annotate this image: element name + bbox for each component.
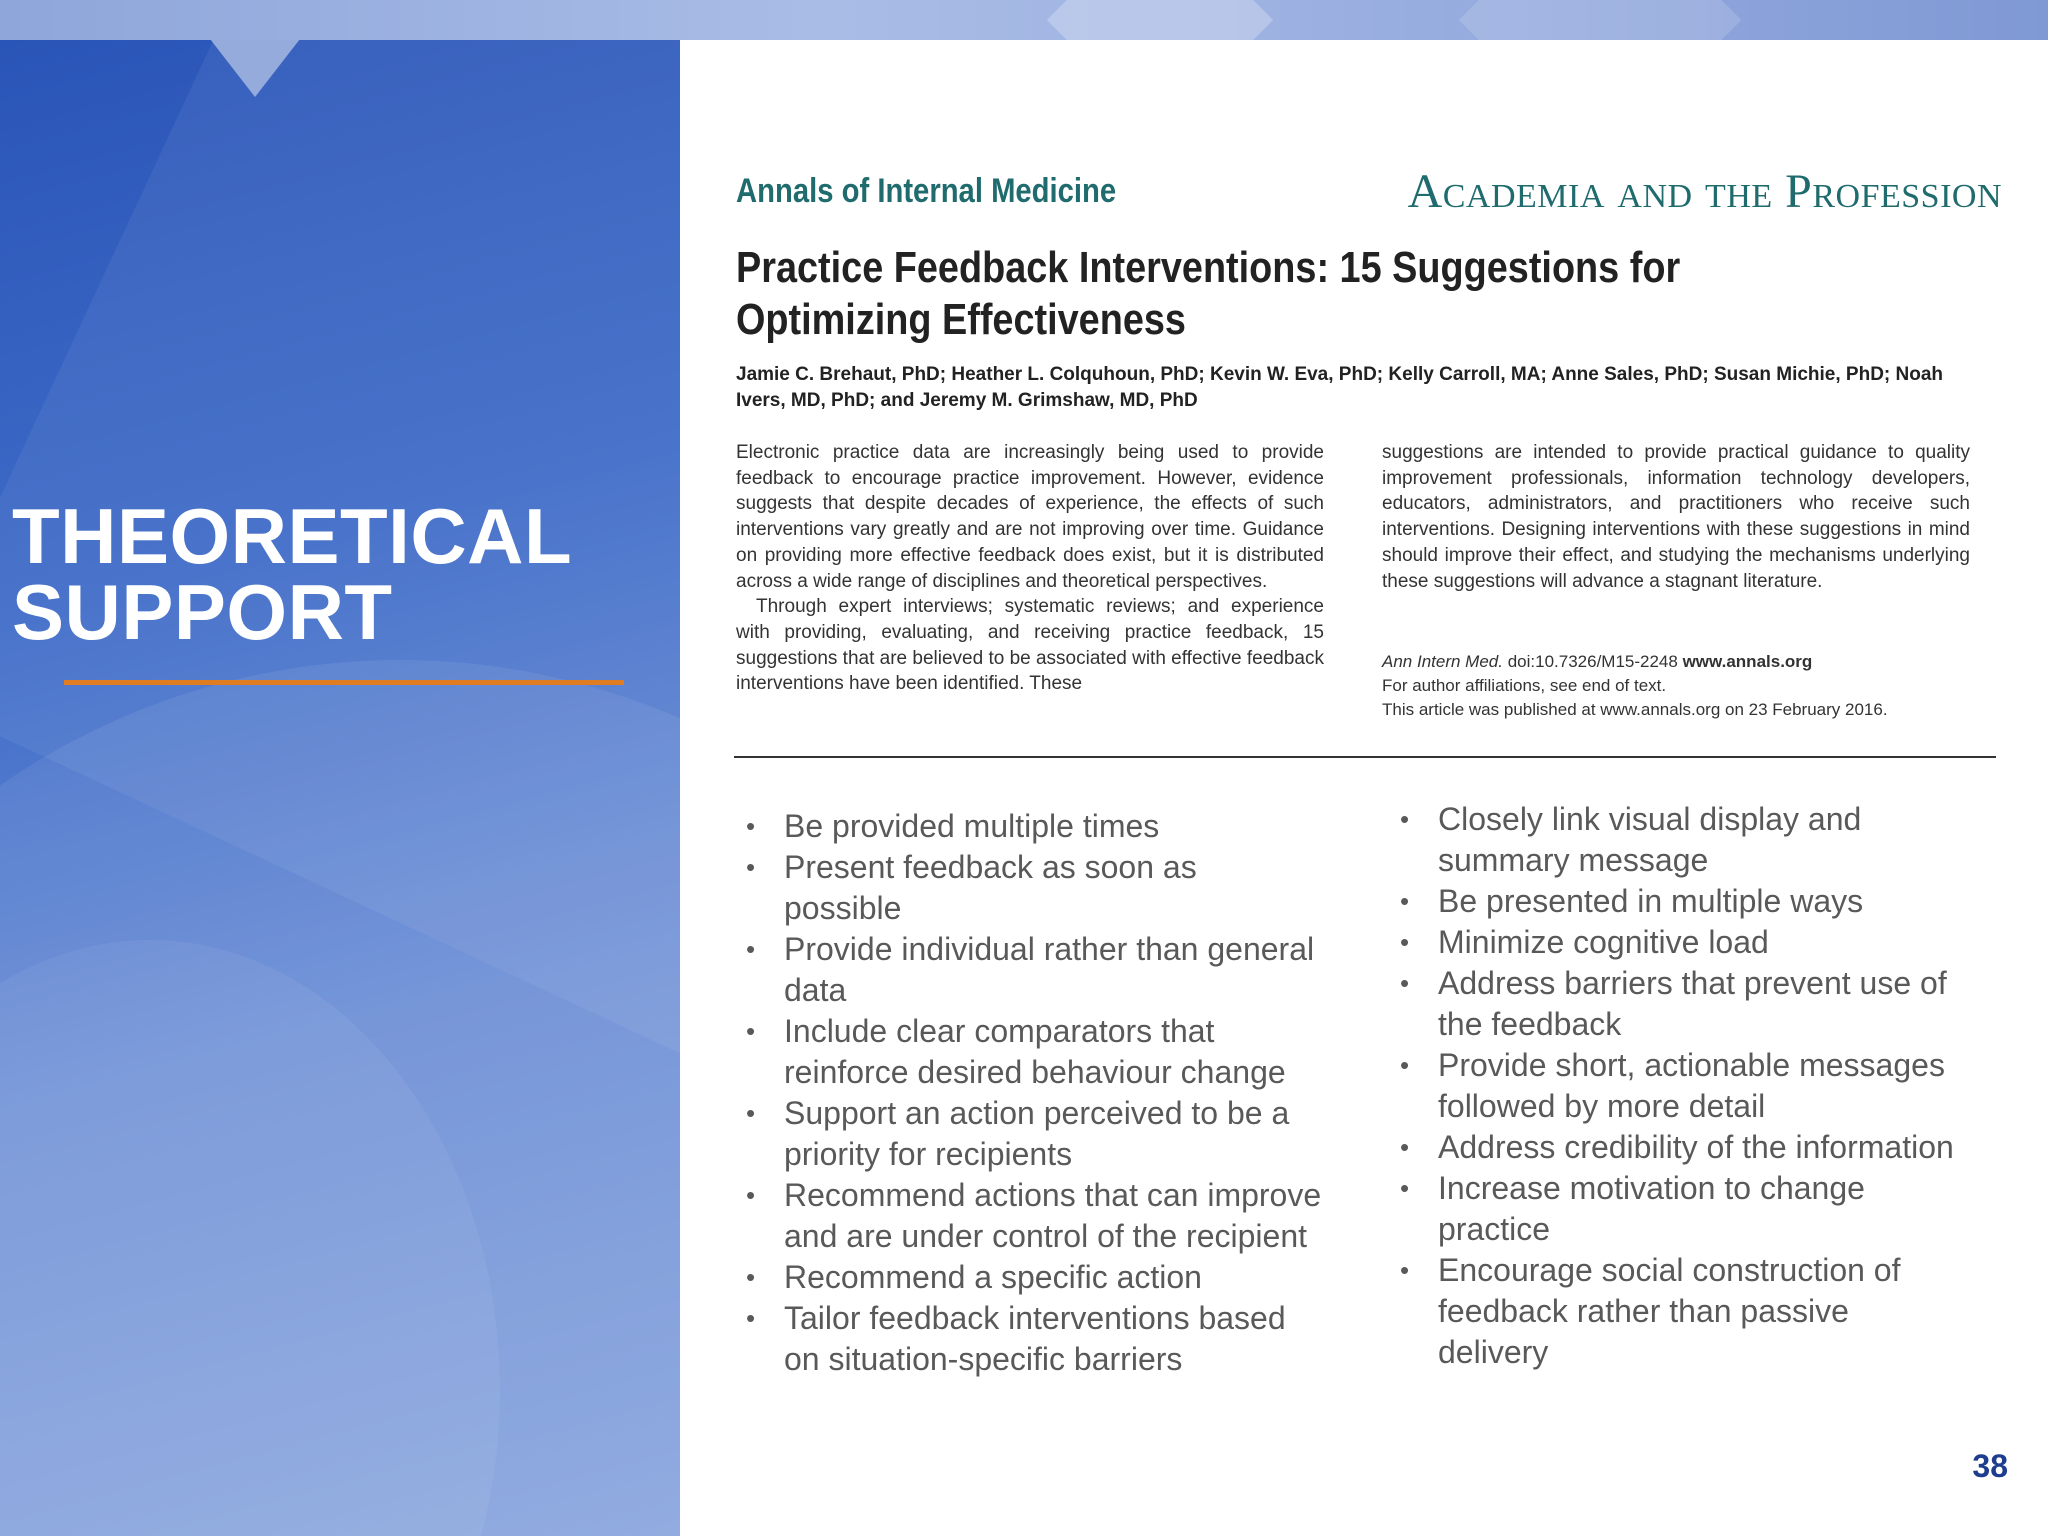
- top-band-shape: [1047, 0, 1273, 40]
- suggestion-list-left: [742, 806, 1322, 1380]
- article-citation: [1382, 650, 2002, 722]
- article-excerpt: [722, 150, 2010, 770]
- slide-title-line: SUPPORT: [12, 568, 393, 656]
- abstract-paragraph: suggestions are intended to provide practical guidance to quality improvement professionals, information technology developers, educators, administrators, and practitioners who receive such interventions. Designing interventions with these suggestions in mind should improve their effect, and studying the mechanisms underlying these suggestions will advance a stagnant literature.: [1382, 442, 1970, 592]
- list-item: • Provide individual rather than general data: [742, 929, 1322, 1011]
- list-item: • Include clear comparators that reinforce desired behaviour change: [742, 1011, 1322, 1093]
- article-authors: Jamie C. Brehaut, PhD; Heather L. Colquhoun, PhD; Kevin W. Eva, PhD; Kelly Carroll, MA; Anne Sales, PhD; Susan Michie, PhD; Noah Ivers, MD, PhD; and Jeremy M. Grimshaw, MD, PhD: [736, 364, 1944, 411]
- page-number: 38: [1972, 1448, 2008, 1484]
- list-item: • Recommend actions that can improve and are under control of the recipient: [742, 1175, 1322, 1257]
- abstract-paragraph: Through expert interviews; systematic reviews; and experience with providing, evaluating, and receiving practice feedback, 15 suggestions that are believed to be associated with effective feedback interventions have been identified. These: [736, 596, 1324, 695]
- citation-journal: Ann Intern Med.: [1382, 652, 1503, 671]
- abstract-paragraph: Electronic practice data are increasingly being used to provide feedback to encourage practice improvement. However, evidence suggests that despite decades of experience, the effects of such interventions vary greatly and are not improving over time. Guidance on providing more effective feedback does exist, but it is distributed across a wide range of disciplines and theoretical perspectives.: [736, 442, 1324, 592]
- list-item: • Increase motivation to change practice: [1396, 1168, 1956, 1250]
- list-item: • Minimize cognitive load: [1396, 922, 1956, 963]
- citation-doi: doi:10.7326/M15-2248: [1507, 652, 1678, 671]
- citation-url: www.annals.org: [1682, 652, 1813, 671]
- list-item: • Closely link visual display and summary message: [1396, 799, 1956, 881]
- citation-line: [1382, 650, 2002, 674]
- journal-name: Annals of Internal Medicine: [736, 172, 1117, 210]
- top-band: [0, 0, 2048, 40]
- list-item: • Be provided multiple times: [742, 806, 1322, 847]
- title-underline: [64, 680, 624, 685]
- article-divider: [734, 756, 1996, 758]
- top-band-shape: [1459, 0, 1742, 40]
- list-item: • Recommend a specific action: [742, 1257, 1322, 1298]
- list-item: • Be presented in multiple ways: [1396, 881, 1956, 922]
- list-item: • Address credibility of the information: [1396, 1127, 1956, 1168]
- list-item: • Provide short, actionable messages followed by more detail: [1396, 1045, 1956, 1127]
- suggestion-list-right: [1396, 799, 1956, 1373]
- list-item: • Present feedback as soon as possible: [742, 847, 1322, 929]
- published-note: This article was published at www.annals.org on 23 February 2016.: [1382, 700, 1888, 719]
- article-section: Academia and the Profession: [1407, 165, 2002, 218]
- list-item: • Support an action perceived to be a priority for recipients: [742, 1093, 1322, 1175]
- list-item: • Tailor feedback interventions based on situation-specific barriers: [742, 1298, 1322, 1380]
- affiliations-note: For author affiliations, see end of text.: [1382, 676, 1667, 695]
- slide-title-line: THEORETICAL: [12, 492, 573, 580]
- article-title: Practice Feedback Interventions: 15 Suggestions for Optimizing Effectiveness: [736, 243, 1681, 344]
- abstract-column-right: [1382, 440, 1970, 594]
- slide-title: [12, 492, 573, 656]
- list-item: • Encourage social construction of feedback rather than passive delivery: [1396, 1250, 1956, 1373]
- abstract-column-left: [736, 440, 1324, 697]
- left-title-panel: [0, 40, 680, 1536]
- list-item: • Address barriers that prevent use of the feedback: [1396, 963, 1956, 1045]
